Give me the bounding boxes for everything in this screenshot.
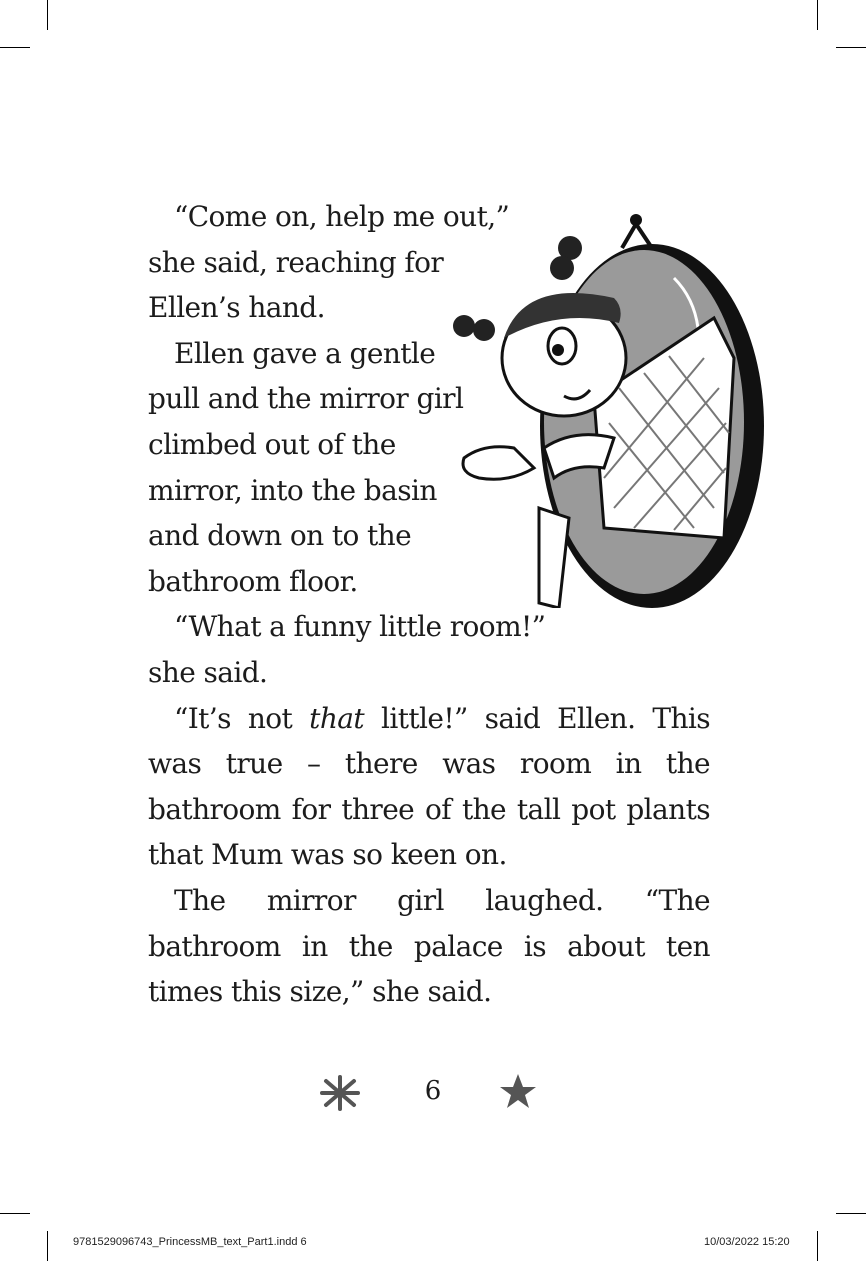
crop-mark-top-left-h [0,47,30,48]
hair-bunch [453,315,475,337]
leg [539,508,569,608]
text-line: “Come on, help me out,” [174,200,510,233]
italic-emphasis: that [309,701,365,735]
mirror-girl-illustration [434,208,764,608]
pupil [552,344,564,356]
paragraph-5: The mirror girl laughed. “The bathroom in the palace is about ten times this size,” she said. [148,883,710,1009]
crop-mark-top-right-v [817,0,818,30]
text-run: “It’s not [174,701,310,735]
text-line: “What a funny little room!” [174,610,546,644]
star-icon [498,1072,538,1110]
hair-bunch [550,256,574,280]
text-line: bathroom floor. [148,564,358,598]
paragraph-3 [148,604,710,695]
text-line: she said. [148,655,268,689]
hair-bunch [473,319,495,341]
slug-datetime: 10/03/2022 15:20 [704,1236,790,1248]
crop-mark-top-right-h [836,47,866,48]
text-line: climbed out of the [148,427,396,461]
text-line: pull and the mirror girl [148,382,464,416]
crop-mark-bottom-right-v [817,1231,818,1261]
crop-mark-bottom-left-h [0,1213,30,1214]
text-line: and down on to the [148,519,412,553]
page-number: 6 [424,1076,442,1106]
crop-mark-bottom-left-v [47,1231,48,1261]
paragraph-4 [148,696,710,878]
crop-mark-bottom-right-h [836,1213,866,1214]
text-line: she said, reaching for [148,245,444,279]
hand [463,447,534,480]
text-run: little!” said Ellen. This was true – there was room in the bathroom for three of the tall pot plants that Mum was so keen on. [148,701,710,872]
crop-mark-top-left-v [47,0,48,30]
slug-filename: 9781529096743_PrincessMB_text_Part1.indd 6 [73,1236,307,1248]
text-line: mirror, into the basin [148,473,437,507]
text-line: Ellen’s hand. [148,291,325,325]
text-line: Ellen gave a gentle [174,336,436,370]
